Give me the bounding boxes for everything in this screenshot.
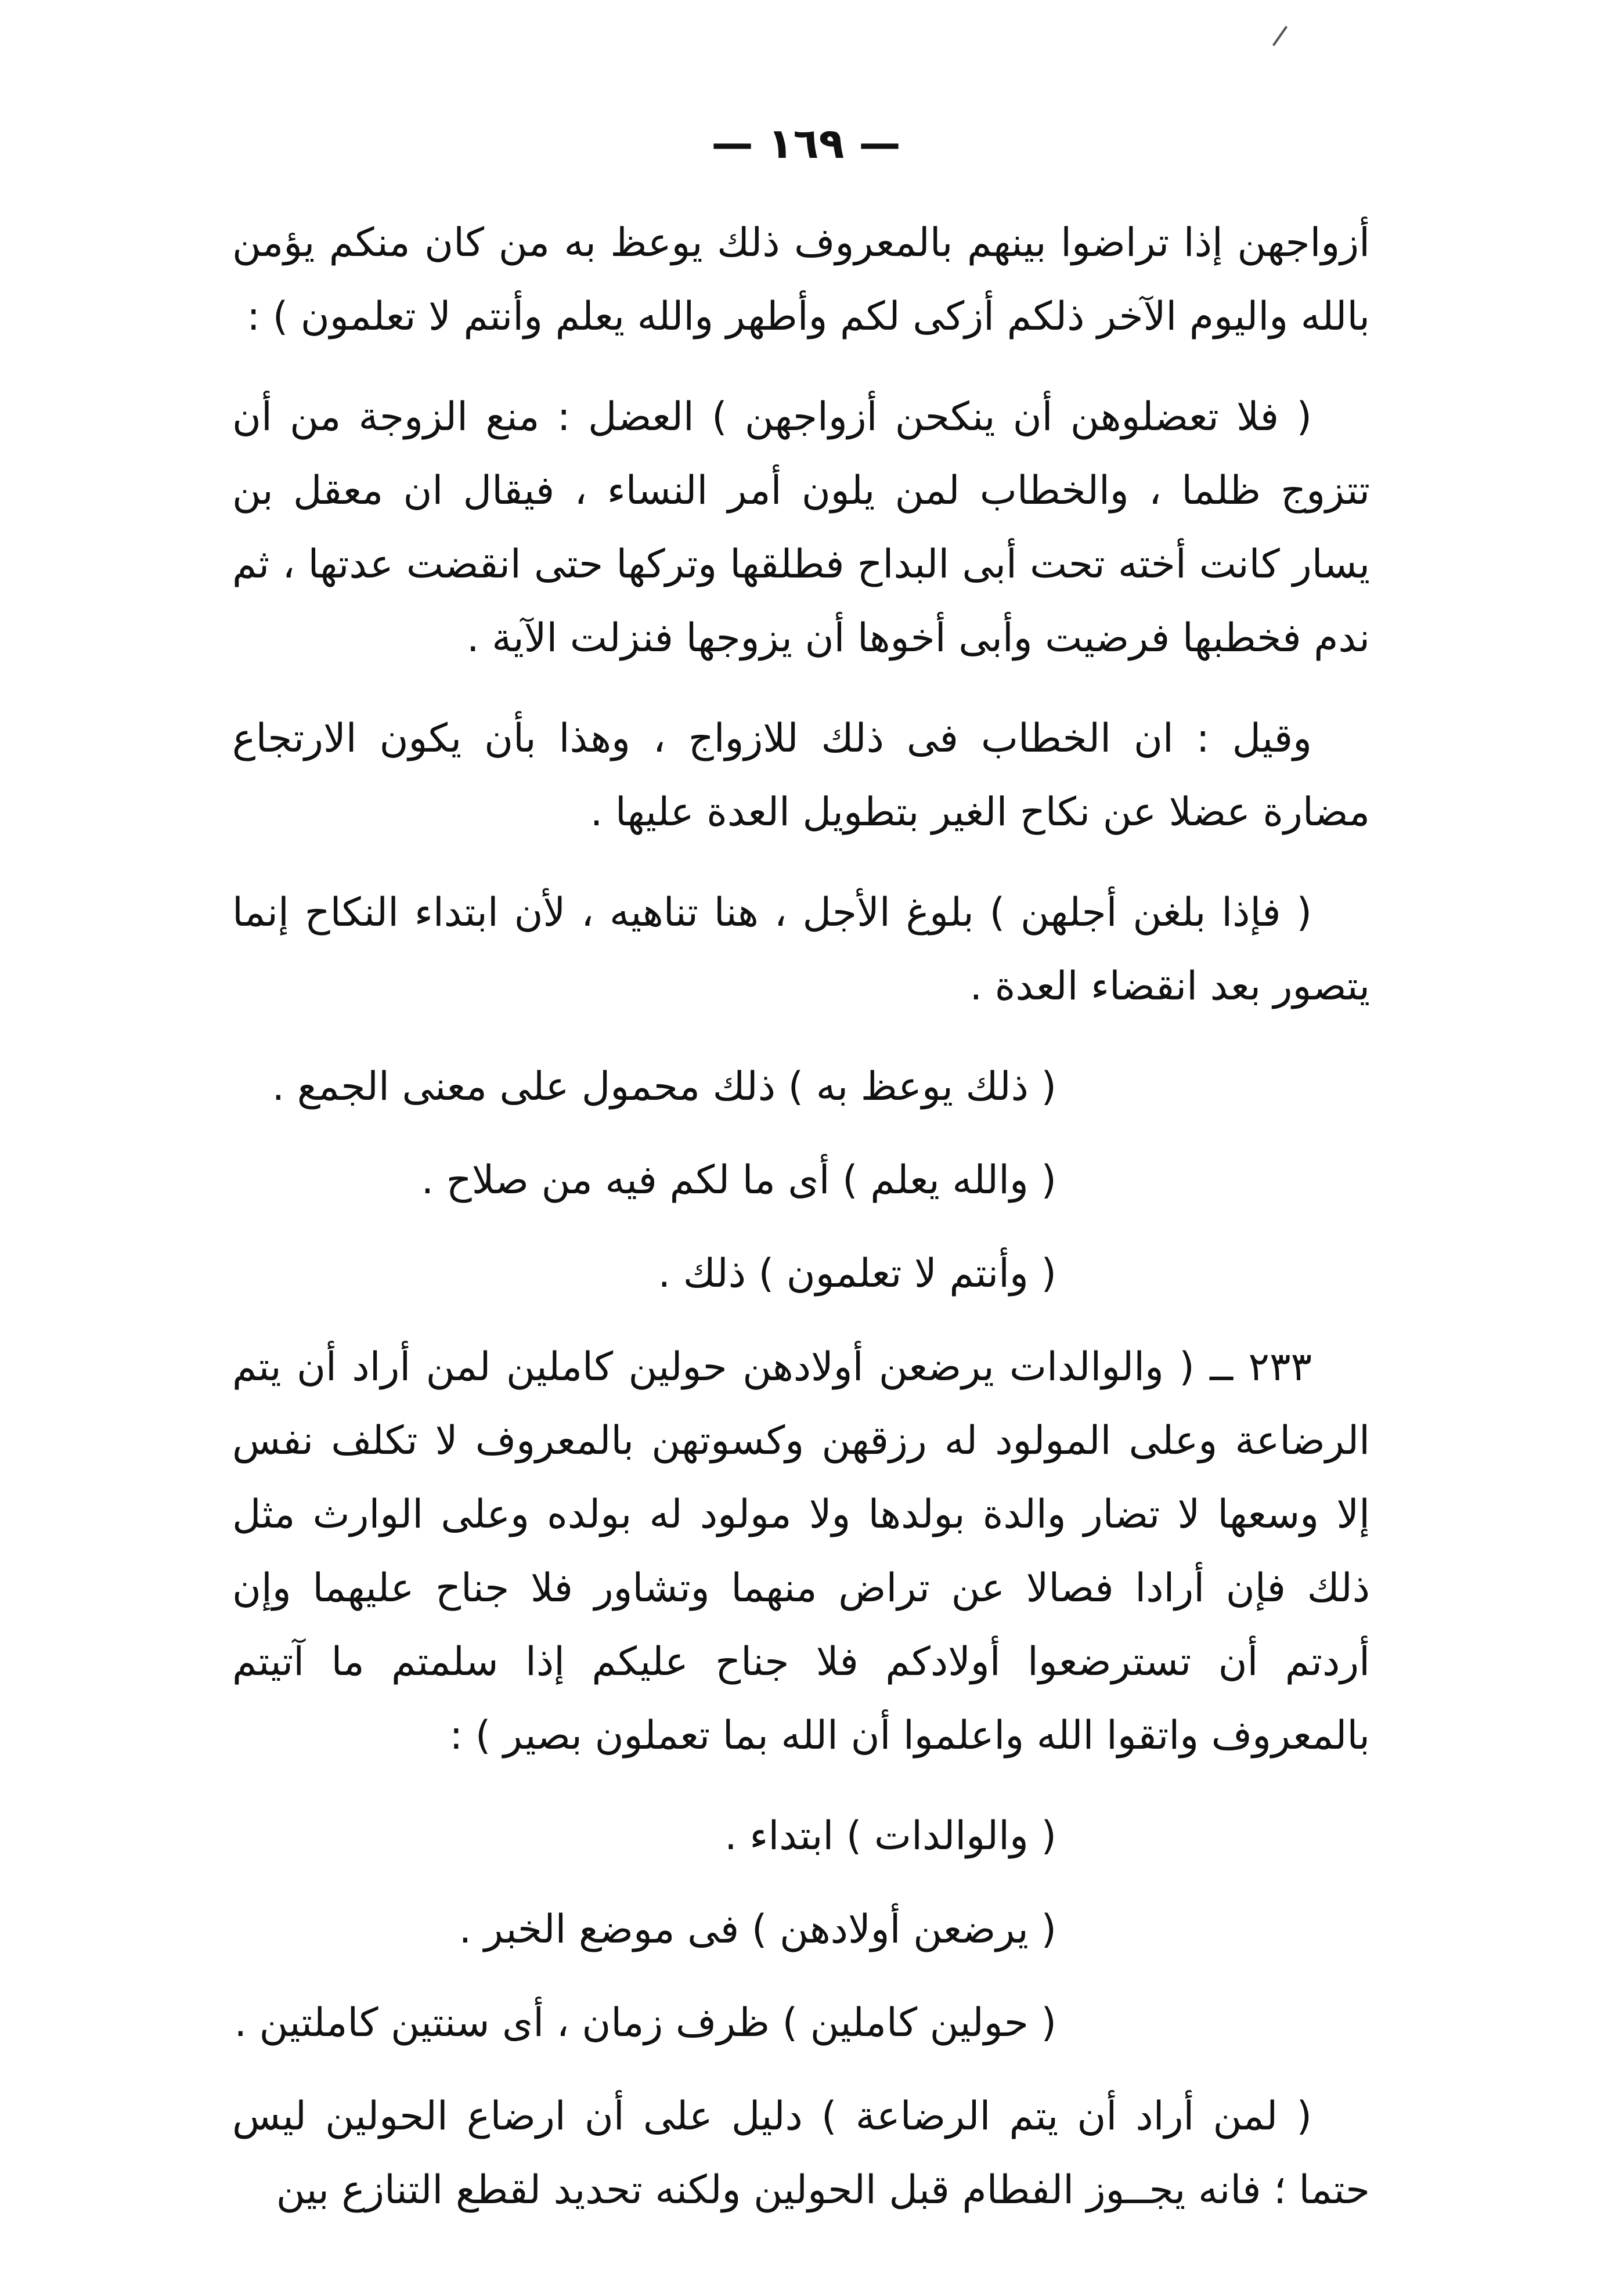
gloss-line: ( وأنتم لا تعلمون ) ذلك . — [658, 1251, 1056, 1297]
paragraph-adl-explanation: ( فلا تعضلوهن أن ينكحن أزواجهن ) العضل : منع الزوجة من أن تتزوج ظلما ، والخطاب لمن يلون أمر النساء ، فيقال ان معقل بن يسار كانت أخته تحت أبى البداح فطلقها وتركها حتى انقضت عدتها ، ثم ندم فخطبها فرضيت وأبى أخوها أن يزوجها فنزلت الآية . — [232, 394, 1370, 661]
gloss-line: ( والوالدات ) ابتداء . — [724, 1813, 1056, 1859]
paragraph-term-end: ( فإذا بلغن أجلهن ) بلوغ الأجل ، هنا تناهيه ، لأن ابتداء النكاح إنما يتصور بعد انقضاء العدة . — [232, 890, 1370, 1009]
gloss-line: ( والله يعلم ) أى ما لكم فيه من صلاح . — [421, 1157, 1056, 1203]
gloss-line: ( حولين كاملين ) ظرف زمان ، أى سنتين كاملتين . — [234, 2000, 1056, 2046]
paragraph-verse-continuation: أزواجهن إذا تراضوا بينهم بالمعروف ذلك يوعظ به من كان منكم يؤمن بالله واليوم الآخر ذلكم أزكى لكم وأطهر والله يعلم وأنتم لا تعلمون ) : — [232, 220, 1370, 340]
scan-mark — [1272, 26, 1288, 46]
page-body — [232, 206, 1370, 2254]
verse-233: ٢٣٣ ــ ( والوالدات يرضعن أولادهن حولين كاملين لمن أراد أن يتم الرضاعة وعلى المولود له رزقهن وكسوتهن بالمعروف لا تكلف نفس إلا وسعها لا تضار والدة بولدها ولا مولود له بولده وعلى الوارث مثل ذلك فإن أرادا فصالا عن تراض منهما وتشاور فلا جناح عليهما وإن أردتم أن تسترضعوا أولادكم فلا جناح عليكم إذا سلمتم ما آتيتم بالمعروف واتقوا الله واعلموا أن الله بما تعملون بصير ) : — [232, 1344, 1370, 1759]
paragraph-alternate-view: وقيل : ان الخطاب فى ذلك للازواج ، وهذا بأن يكون الارتجاع مضارة عضلا عن نكاح الغير بتطويل العدة عليها . — [232, 716, 1370, 835]
gloss-line: ( ذلك يوعظ به ) ذلك محمول على معنى الجمع . — [272, 1064, 1056, 1110]
paragraph-nursing-period: ( لمن أراد أن يتم الرضاعة ) دليل على أن ارضاع الحولين ليس حتما ؛ فانه يجــوز الفطام قبل الحولين ولكنه تحديد لقطع التنازع بين — [232, 2093, 1370, 2213]
gloss-line: ( يرضعن أولادهن ) فى موضع الخبر . — [459, 1907, 1056, 1952]
page-number: — ١٦٩ — — [711, 119, 901, 168]
